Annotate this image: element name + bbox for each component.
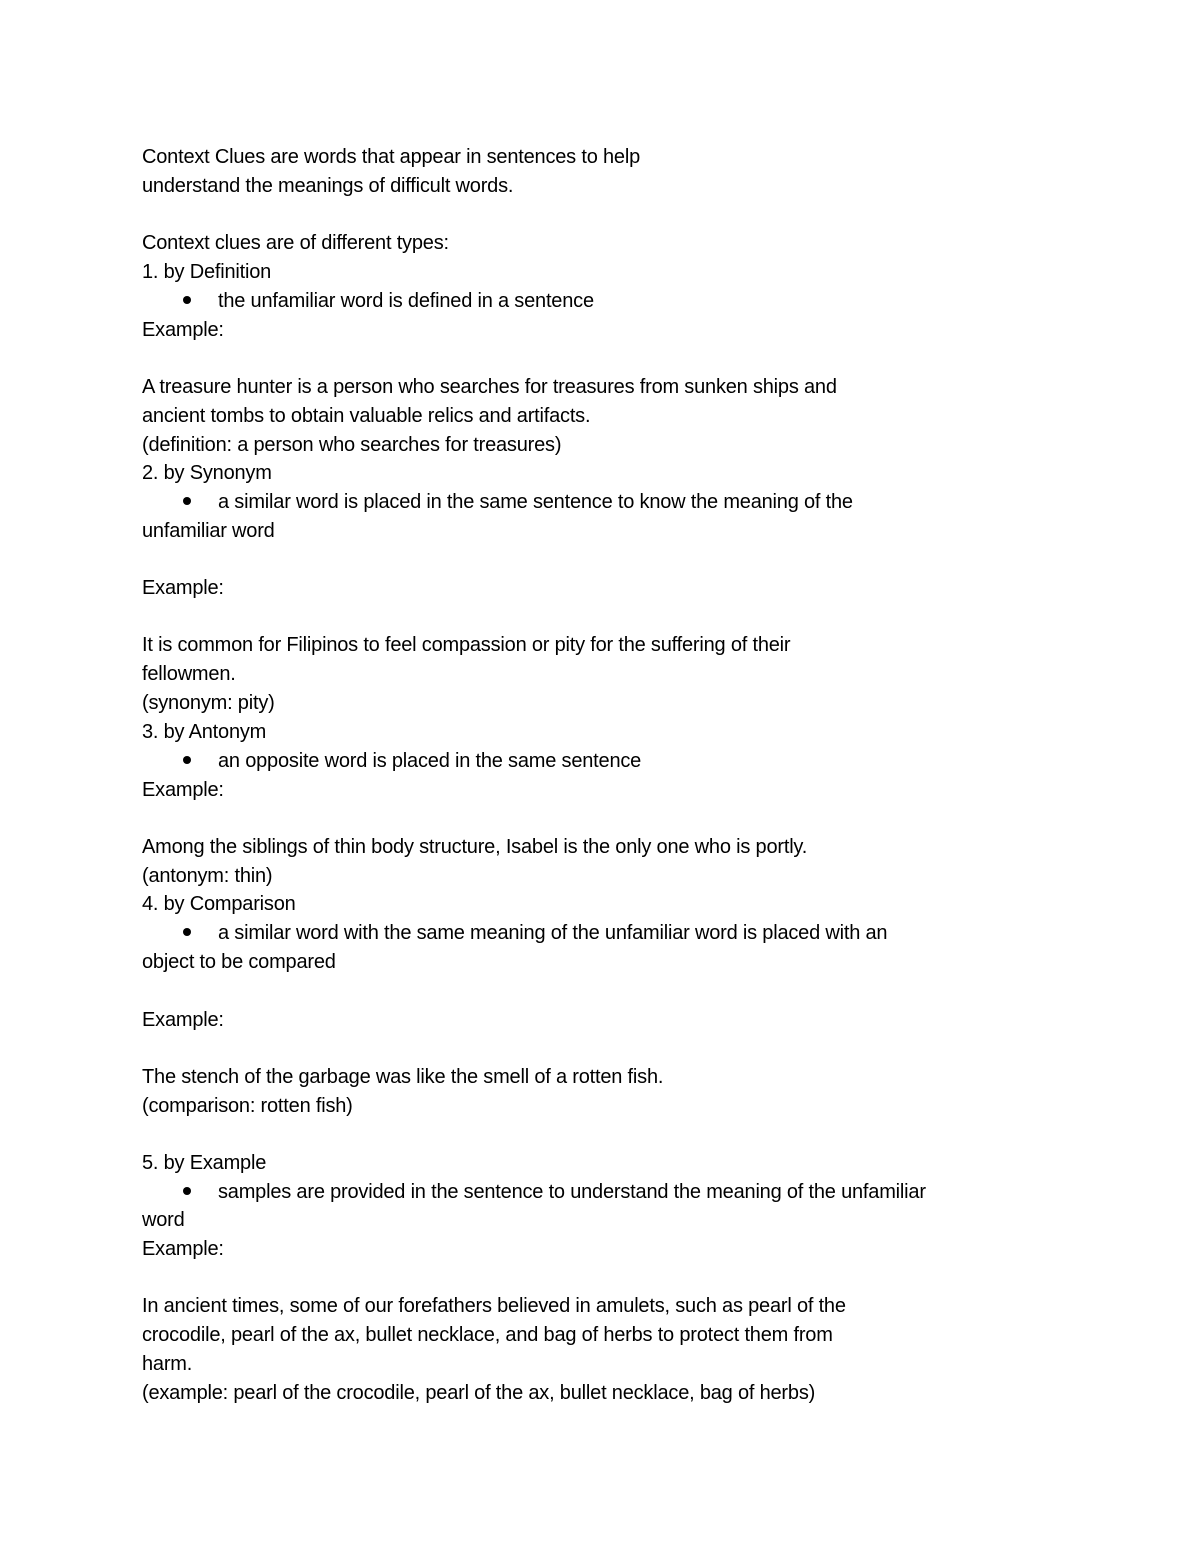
intro-line-2: understand the meanings of difficult words. (142, 175, 514, 197)
section-heading-antonym: 3. by Antonym (142, 721, 267, 743)
example-text-line: fellowmen. (142, 663, 236, 685)
example-label: Example: (142, 577, 224, 599)
section-heading-synonym: 2. by Synonym (142, 462, 272, 484)
bullet-text-continuation: unfamiliar word (142, 520, 275, 542)
example-text-line: A treasure hunter is a person who searches for treasures from sunken ships and (142, 376, 837, 398)
bullet-icon (183, 1187, 191, 1195)
comparison-note: (comparison: rotten fish) (142, 1095, 353, 1117)
antonym-note: (antonym: thin) (142, 865, 273, 887)
bullet-text-synonym: a similar word is placed in the same sentence to know the meaning of the (218, 491, 853, 513)
example-text-line: ancient tombs to obtain valuable relics and artifacts. (142, 405, 591, 427)
bullet-icon (183, 756, 191, 764)
bullet-icon (183, 497, 191, 505)
bullet-text-definition: the unfamiliar word is defined in a sentence (218, 290, 594, 312)
example-note: (example: pearl of the crocodile, pearl of the ax, bullet necklace, bag of herbs) (142, 1382, 816, 1404)
example-text-line: It is common for Filipinos to feel compassion or pity for the suffering of their (142, 634, 791, 656)
section-heading-definition: 1. by Definition (142, 261, 272, 283)
example-label: Example: (142, 779, 224, 801)
bullet-text-comparison: a similar word with the same meaning of the unfamiliar word is placed with an (218, 922, 888, 944)
bullet-text-antonym: an opposite word is placed in the same sentence (218, 750, 642, 772)
bullet-text-continuation: object to be compared (142, 951, 336, 973)
intro-line-1: Context Clues are words that appear in sentences to help (142, 146, 640, 168)
bullet-text-continuation: word (142, 1209, 185, 1231)
example-label: Example: (142, 1009, 224, 1031)
example-text-line: In ancient times, some of our forefathers believed in amulets, such as pearl of the (142, 1295, 846, 1317)
synonym-note: (synonym: pity) (142, 692, 275, 714)
definition-note: (definition: a person who searches for treasures) (142, 434, 562, 456)
example-text-line: Among the siblings of thin body structure, Isabel is the only one who is portly. (142, 836, 808, 858)
types-heading: Context clues are of different types: (142, 232, 449, 254)
section-heading-comparison: 4. by Comparison (142, 893, 296, 915)
section-heading-example: 5. by Example (142, 1152, 267, 1174)
bullet-icon (183, 928, 191, 936)
bullet-text-example: samples are provided in the sentence to understand the meaning of the unfamiliar (218, 1181, 926, 1203)
example-text-line: crocodile, pearl of the ax, bullet necklace, and bag of herbs to protect them from (142, 1324, 833, 1346)
bullet-icon (183, 296, 191, 304)
example-label: Example: (142, 1238, 224, 1260)
example-text-line: The stench of the garbage was like the smell of a rotten fish. (142, 1066, 664, 1088)
example-label: Example: (142, 319, 224, 341)
example-text-line: harm. (142, 1353, 193, 1375)
